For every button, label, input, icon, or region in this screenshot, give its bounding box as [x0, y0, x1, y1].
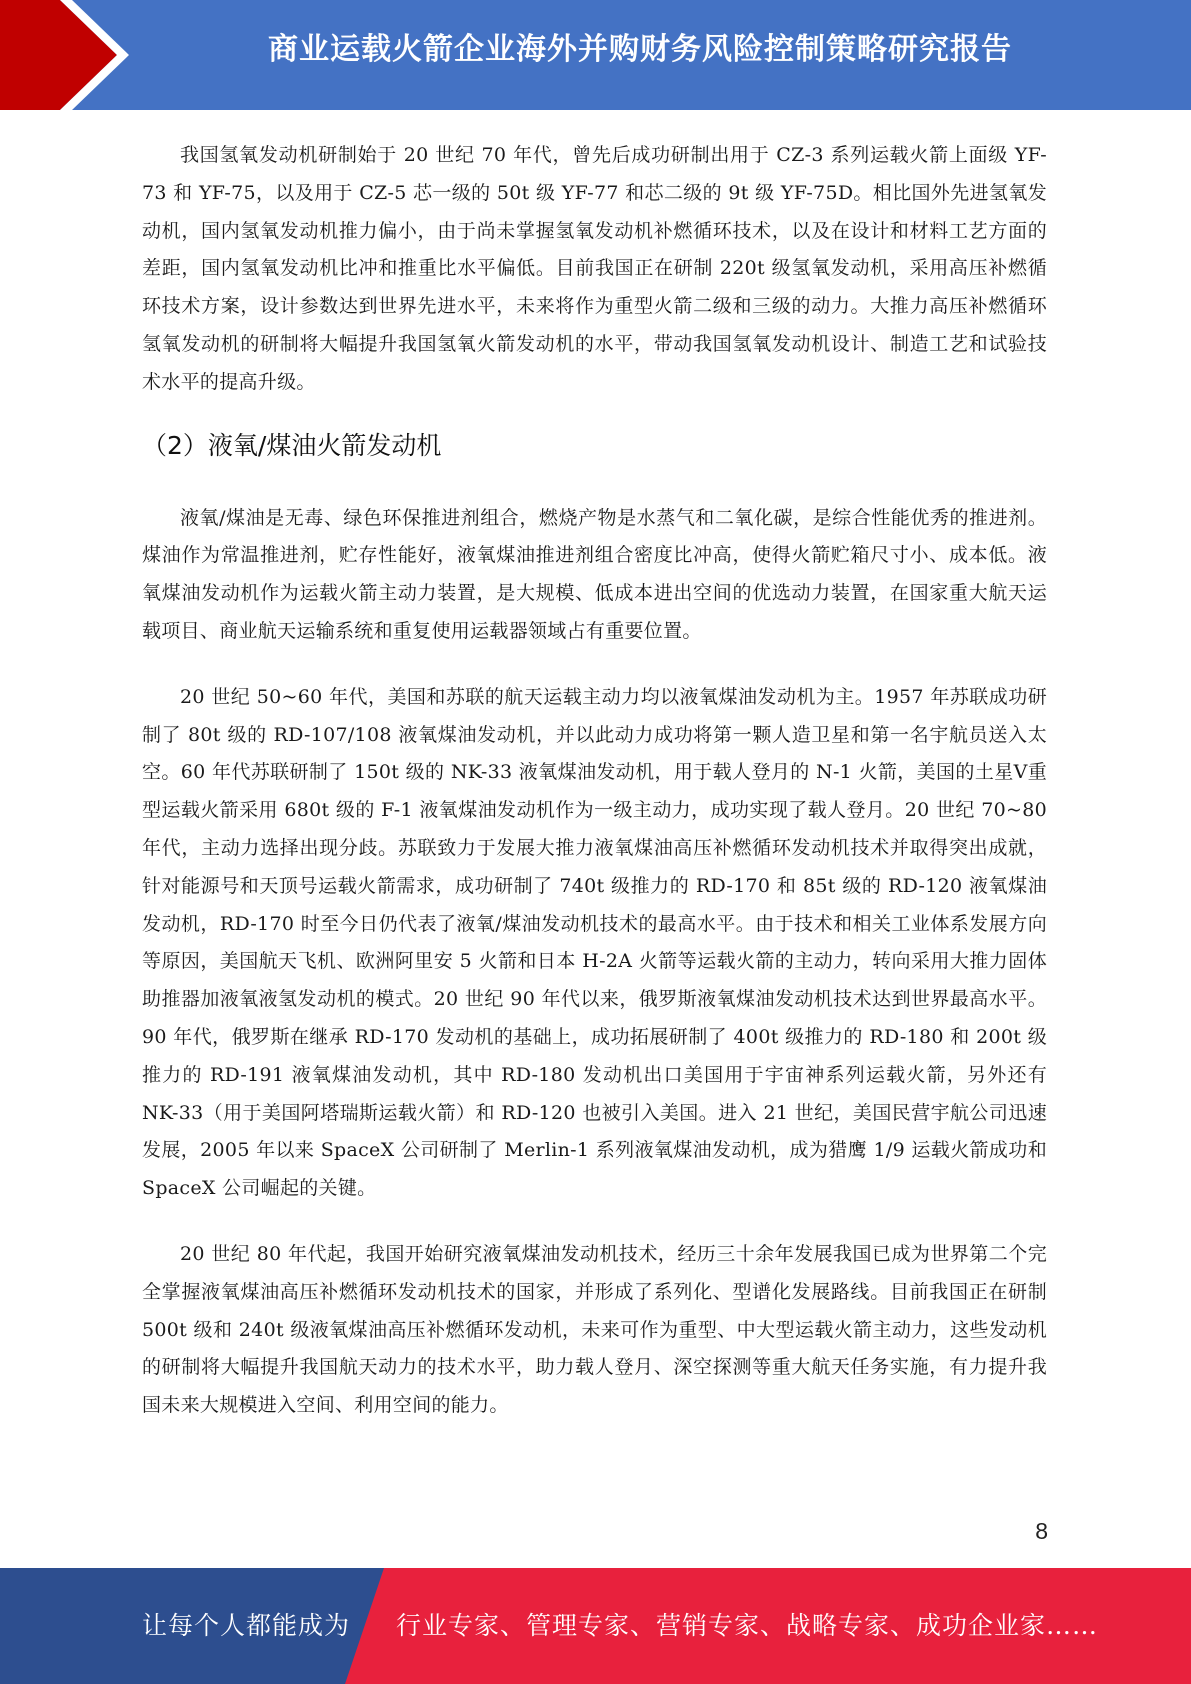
page-header: [0, 0, 1191, 110]
footer-slogan-right: 行业专家、管理专家、营销专家、战略专家、成功企业家……: [396, 1611, 1099, 1640]
main-content: [142, 137, 1047, 1425]
footer-slogan-left: 让每个人都能成为: [142, 1611, 351, 1640]
section-heading: （2）液氧/煤油火箭发动机: [142, 430, 442, 460]
report-title: 商业运载火箭企业海外并购财务风险控制策略研究报告: [268, 32, 1012, 67]
paragraph-china-lox-kerosene: 20 世纪 80 年代起，我国开始研究液氧煤油发动机技术，经历三十余年发展我国已成为世界第二个完全掌握液氧煤油高压补燃循环发动机技术的国家，并形成了系列化、型谱化发展路线。目前我国正在研制 500t 级和 240t 级液氧煤油高压补燃循环发动机，未来可作为重型、中大型运载火箭主动力，这些发动机的研制将大幅提升我国航天动力的技术水平，助力载人登月、深空探测等重大航天任务实施，有力提升我国未来大规模进入空间、利用空间的能力。: [142, 1242, 1047, 1417]
header-arrow-icon: [0, 0, 160, 110]
page-footer: [0, 1568, 1191, 1684]
page-number: 8: [1035, 1518, 1048, 1544]
paragraph-hydrogen-oxygen-engine: 我国氢氧发动机研制始于 20 世纪 70 年代，曾先后成功研制出用于 CZ-3 系列运载火箭上面级 YF-73 和 YF-75，以及用于 CZ-5 芯一级的 50t 级 YF-77 和芯二级的 9t 级 YF-75D。相比国外先进氢氧发动机，国内氢氧发动机推力偏小，由于尚未掌握氢氧发动机补燃循环技术，以及在设计和材料工艺方面的差距，国内氢氧发动机比冲和推重比水平偏低。目前我国正在研制 220t 级氢氧发动机，采用高压补燃循环技术方案，设计参数达到世界先进水平，未来将作为重型火箭二级和三级的动力。大推力高压补燃循环氢氧发动机的研制将大幅提升我国氢氧火箭发动机的水平，带动我国氢氧发动机设计、制造工艺和试验技术水平的提高升级。: [142, 144, 1047, 393]
paragraph-lox-kerosene-intro: 液氧/煤油是无毒、绿色环保推进剂组合，燃烧产物是水蒸气和二氧化碳，是综合性能优秀的推进剂。煤油作为常温推进剂，贮存性能好，液氧煤油推进剂组合密度比冲高，使得火箭贮箱尺寸小、成本低。液氧煤油发动机作为运载火箭主动力装置，是大规模、低成本进出空间的优选动力装置，在国家重大航天运载项目、商业航天运输系统和重复使用运载器领域占有重要位置。: [142, 506, 1047, 642]
paragraph-lox-kerosene-history: 20 世纪 50~60 年代，美国和苏联的航天运载主动力均以液氧煤油发动机为主。1957 年苏联成功研制了 80t 级的 RD-107/108 液氧煤油发动机，并以此动力成功将第一颗人造卫星和第一名宇航员送入太空。60 年代苏联研制了 150t 级的 NK-33 液氧煤油发动机，用于载人登月的 N-1 火箭，美国的土星Ⅴ重型运载火箭采用 680t 级的 F-1 液氧煤油发动机作为一级主动力，成功实现了载人登月。20 世纪 70~80 年代，主动力选择出现分歧。苏联致力于发展大推力液氧煤油高压补燃循环发动机技术并取得突出成就，针对能源号和天顶号运载火箭需求，成功研制了 740t 级推力的 RD-170 和 85t 级的 RD-120 液氧煤油发动机，RD-170 时至今日仍代表了液氧/煤油发动机技术的最高水平。由于技术和相关工业体系发展方向等原因，美国航天飞机、欧洲阿里安 5 火箭和日本 H-2A 火箭等运载火箭的主动力，转向采用大推力固体助推器加液氧液氢发动机的模式。20 世纪 90 年代以来，俄罗斯液氧煤油发动机技术达到世界最高水平。90 年代，俄罗斯在继承 RD-170 发动机的基础上，成功拓展研制了 400t 级推力的 RD-180 和 200t 级推力的 RD-191 液氧煤油发动机，其中 RD-180 发动机出口美国用于宇宙神系列运载火箭，另外还有 NK-33（用于美国阿塔瑞斯运载火箭）和 RD-120 也被引入美国。进入 21 世纪，美国民营宇航公司迅速发展，2005 年以来 SpaceX 公司研制了 Merlin-1 系列液氧煤油发动机，成为猎鹰 1/9 运载火箭成功和 SpaceX 公司崛起的关键。: [142, 685, 1047, 1200]
